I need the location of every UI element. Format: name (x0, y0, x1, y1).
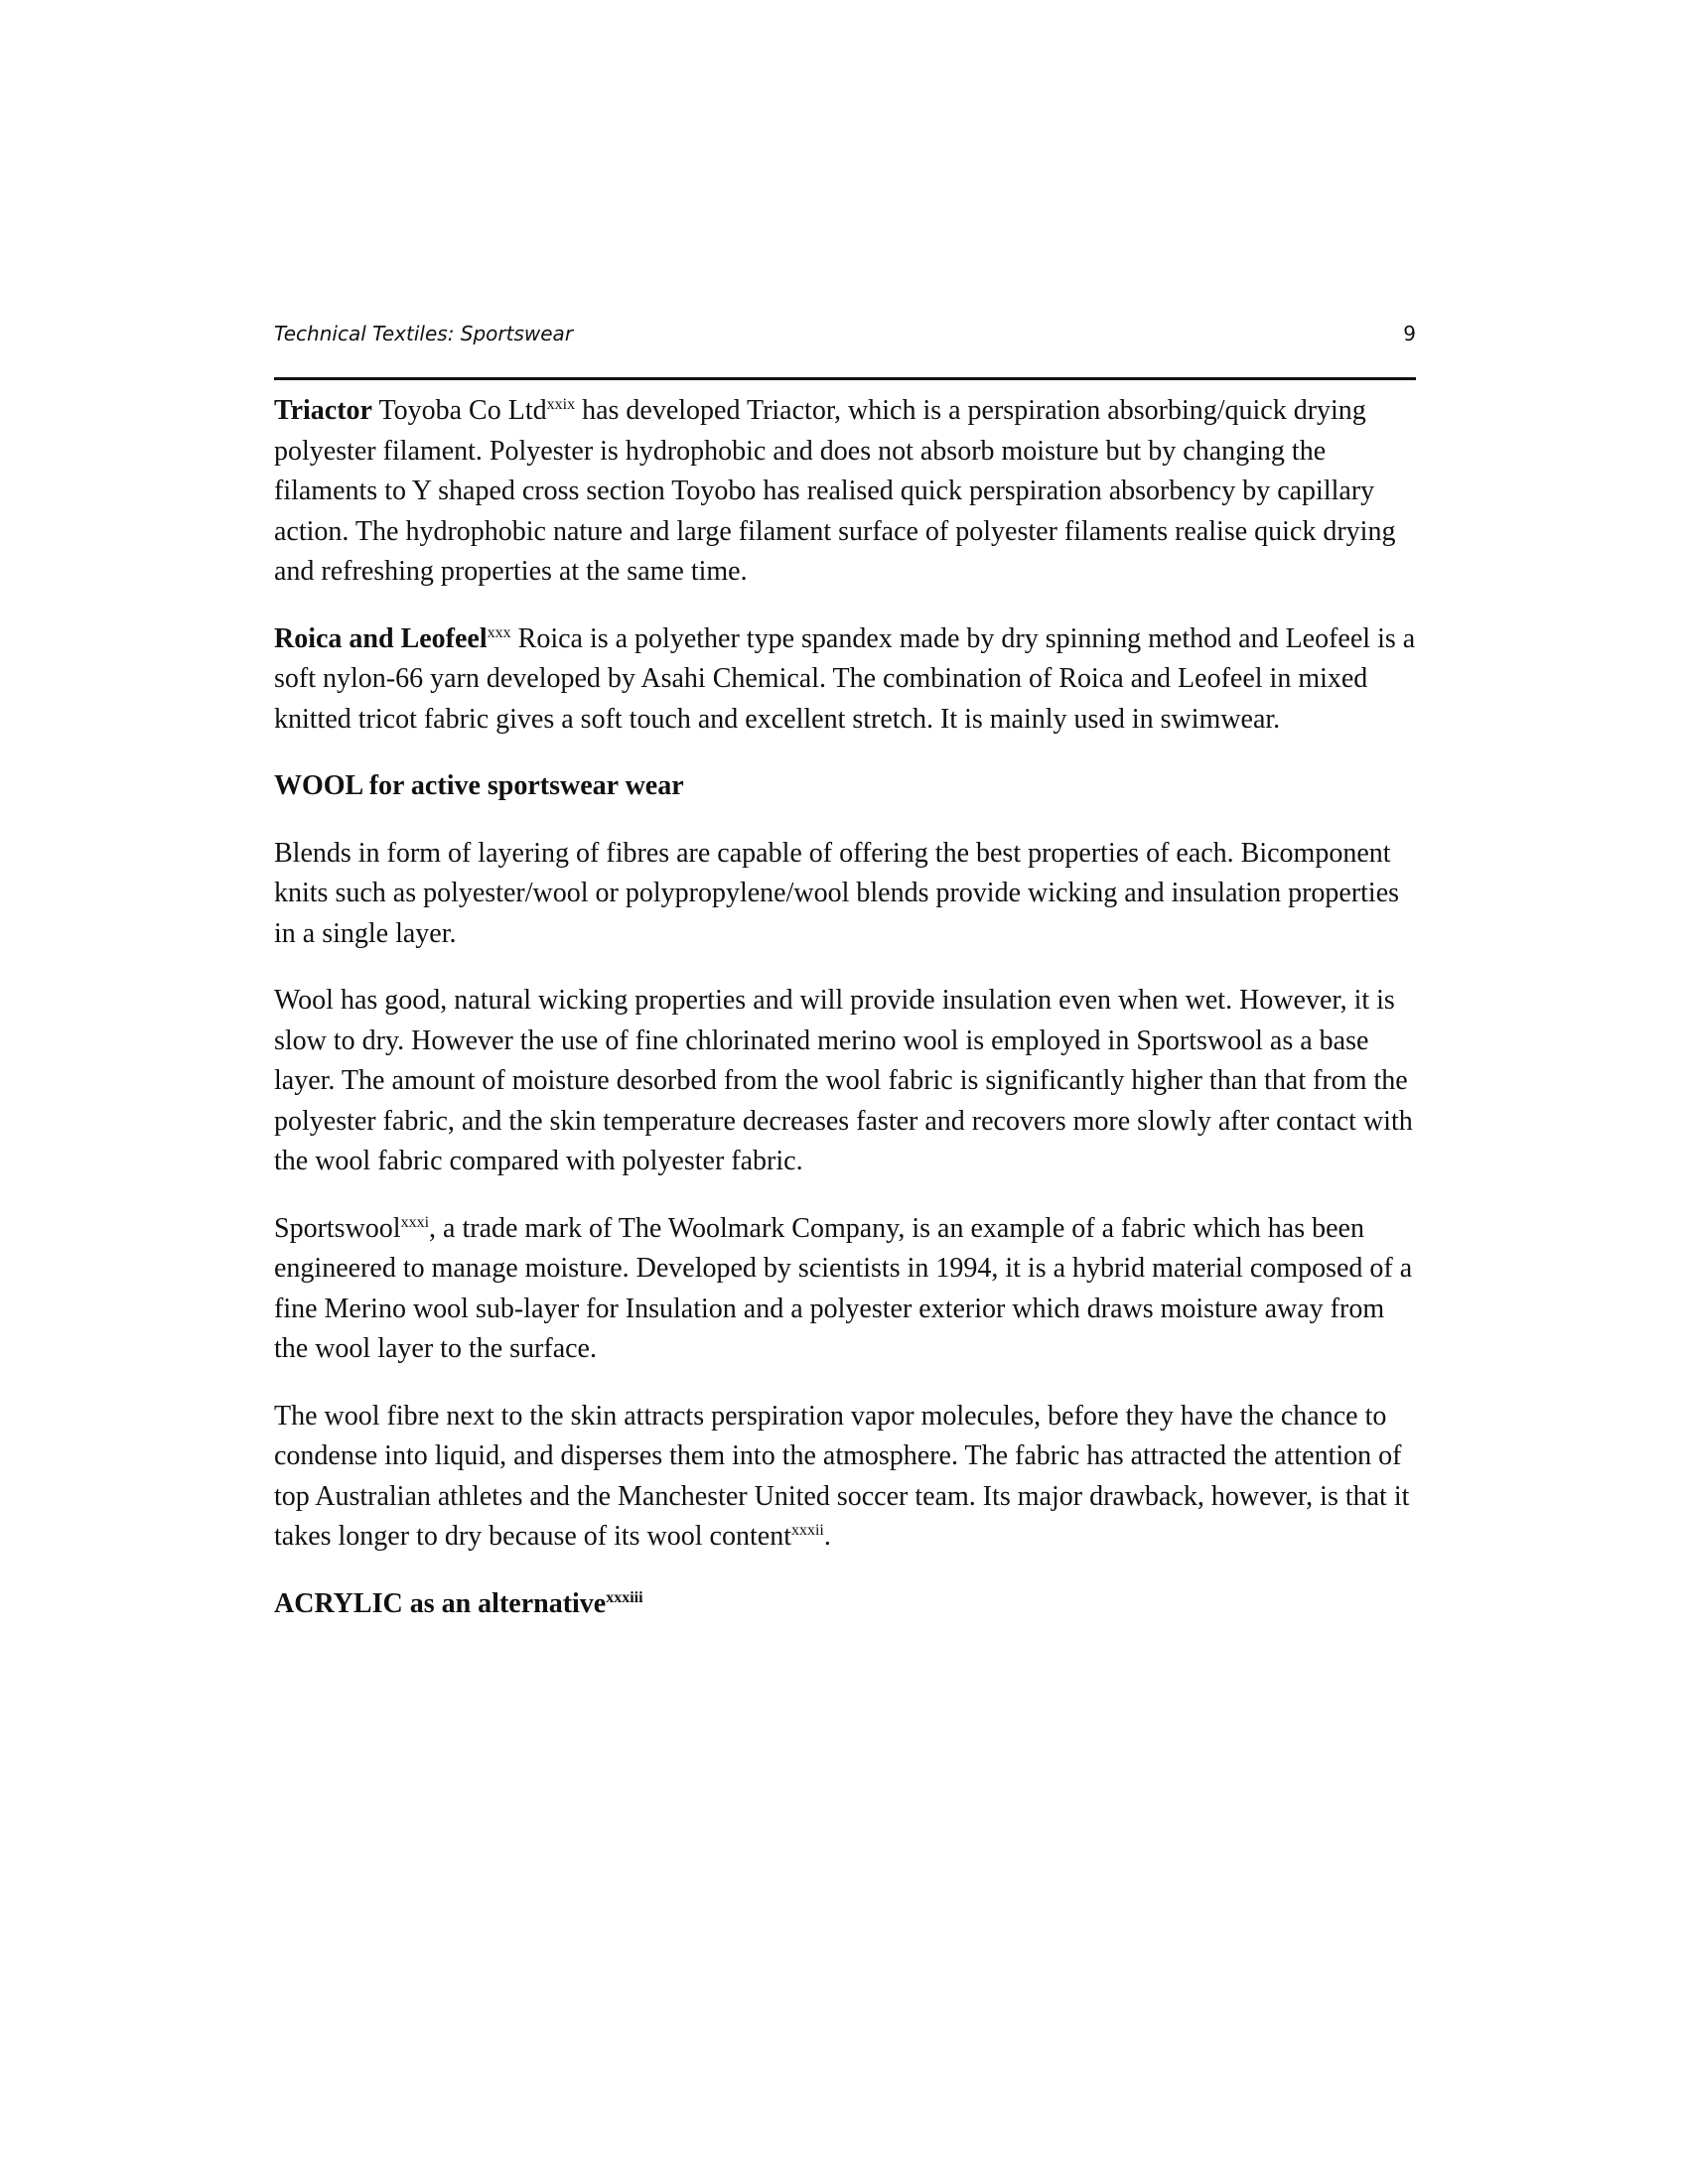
roica-term: Roica and Leofeel (274, 622, 488, 654)
sportswool-text: , a trade mark of The Woolmark Company, is an example of a fabric which has been engineered to manage moisture. Developed by scientists in 1994, it is a hybrid material composed of a fine Merino wool sub-layer for Insulation and a polyester exterior which draws moisture away from the wool layer to the surface. (274, 1212, 1413, 1364)
roica-text: Roica is a polyether type spandex made by dry spinning method and Leofeel is a soft nylon-66 yarn developed by Asahi Chemical. The combination of Roica and Leofeel in mixed knitted tricot fabric gives a soft touch and excellent stretch. It is mainly used in swimwear. (274, 622, 1416, 735)
reference-marker: xxix (546, 396, 576, 413)
sportswool-paragraph (274, 1209, 1416, 1370)
reference-marker: xxxi (400, 1213, 430, 1231)
running-header (274, 316, 1416, 355)
blends-paragraph: Blends in form of layering of fibres are capable of offering the best properties of each. Bicomponent knits such as polyester/wool or polypropylene/wool blends provide wicking and insulation properties in a single layer. (274, 837, 1400, 949)
triactor-company: Toyoba Co Ltd (371, 395, 547, 426)
acrylic-heading-text: ACRYLIC as an alternative (274, 1587, 607, 1619)
wool-fibre-end: . (823, 1521, 831, 1552)
acrylic-heading (274, 1584, 1416, 1625)
wool-heading: WOOL for active sportswear wear (274, 770, 684, 801)
sportswool-term: Sportswool (274, 1212, 401, 1244)
roica-paragraph (274, 619, 1416, 741)
triactor-paragraph (274, 391, 1416, 593)
reference-marker: xxxii (790, 1522, 824, 1539)
page-number: 9 (1403, 322, 1416, 345)
wool-fibre-paragraph (274, 1397, 1416, 1558)
wool-fibre-text: The wool fibre next to the skin attracts perspiration vapor molecules, before they have the chance to condense into liquid, and disperses them into the atmosphere. The fabric has attracted the attention of top Australian athletes and the Manchester United soccer team. Its major drawback, however, is that it takes longer to dry because of its wool content (274, 1400, 1410, 1552)
running-title: Technical Textiles: Sportswear (274, 322, 574, 345)
reference-marker: xxxiii (606, 1588, 643, 1606)
reference-marker: xxx (487, 623, 511, 641)
triactor-term: Triactor (274, 395, 372, 426)
triactor-text: has developed Triactor, which is a perspiration absorbing/quick drying polyester filament. Polyester is hydrophobic and does not absorb moisture but by changing the filaments to Y shaped cross section Toyobo has realised quick perspiration absorbency by capillary action. The hydrophobic nature and large filament surface of polyester filaments realise quick drying and refreshing properties at the same time. (274, 395, 1396, 587)
wool-paragraph: Wool has good, natural wicking properties and will provide insulation even when wet. However, it is slow to dry. However the use of fine chlorinated merino wool is employed in Sportswool as a base layer. The amount of moisture desorbed from the wool fabric is significantly higher than that from the polyester fabric, and the skin temperature decreases faster and recovers more slowly after contact with the wool fabric compared with polyester fabric. (274, 985, 1413, 1176)
body-text (274, 391, 1416, 1651)
header-rule (274, 377, 1416, 380)
